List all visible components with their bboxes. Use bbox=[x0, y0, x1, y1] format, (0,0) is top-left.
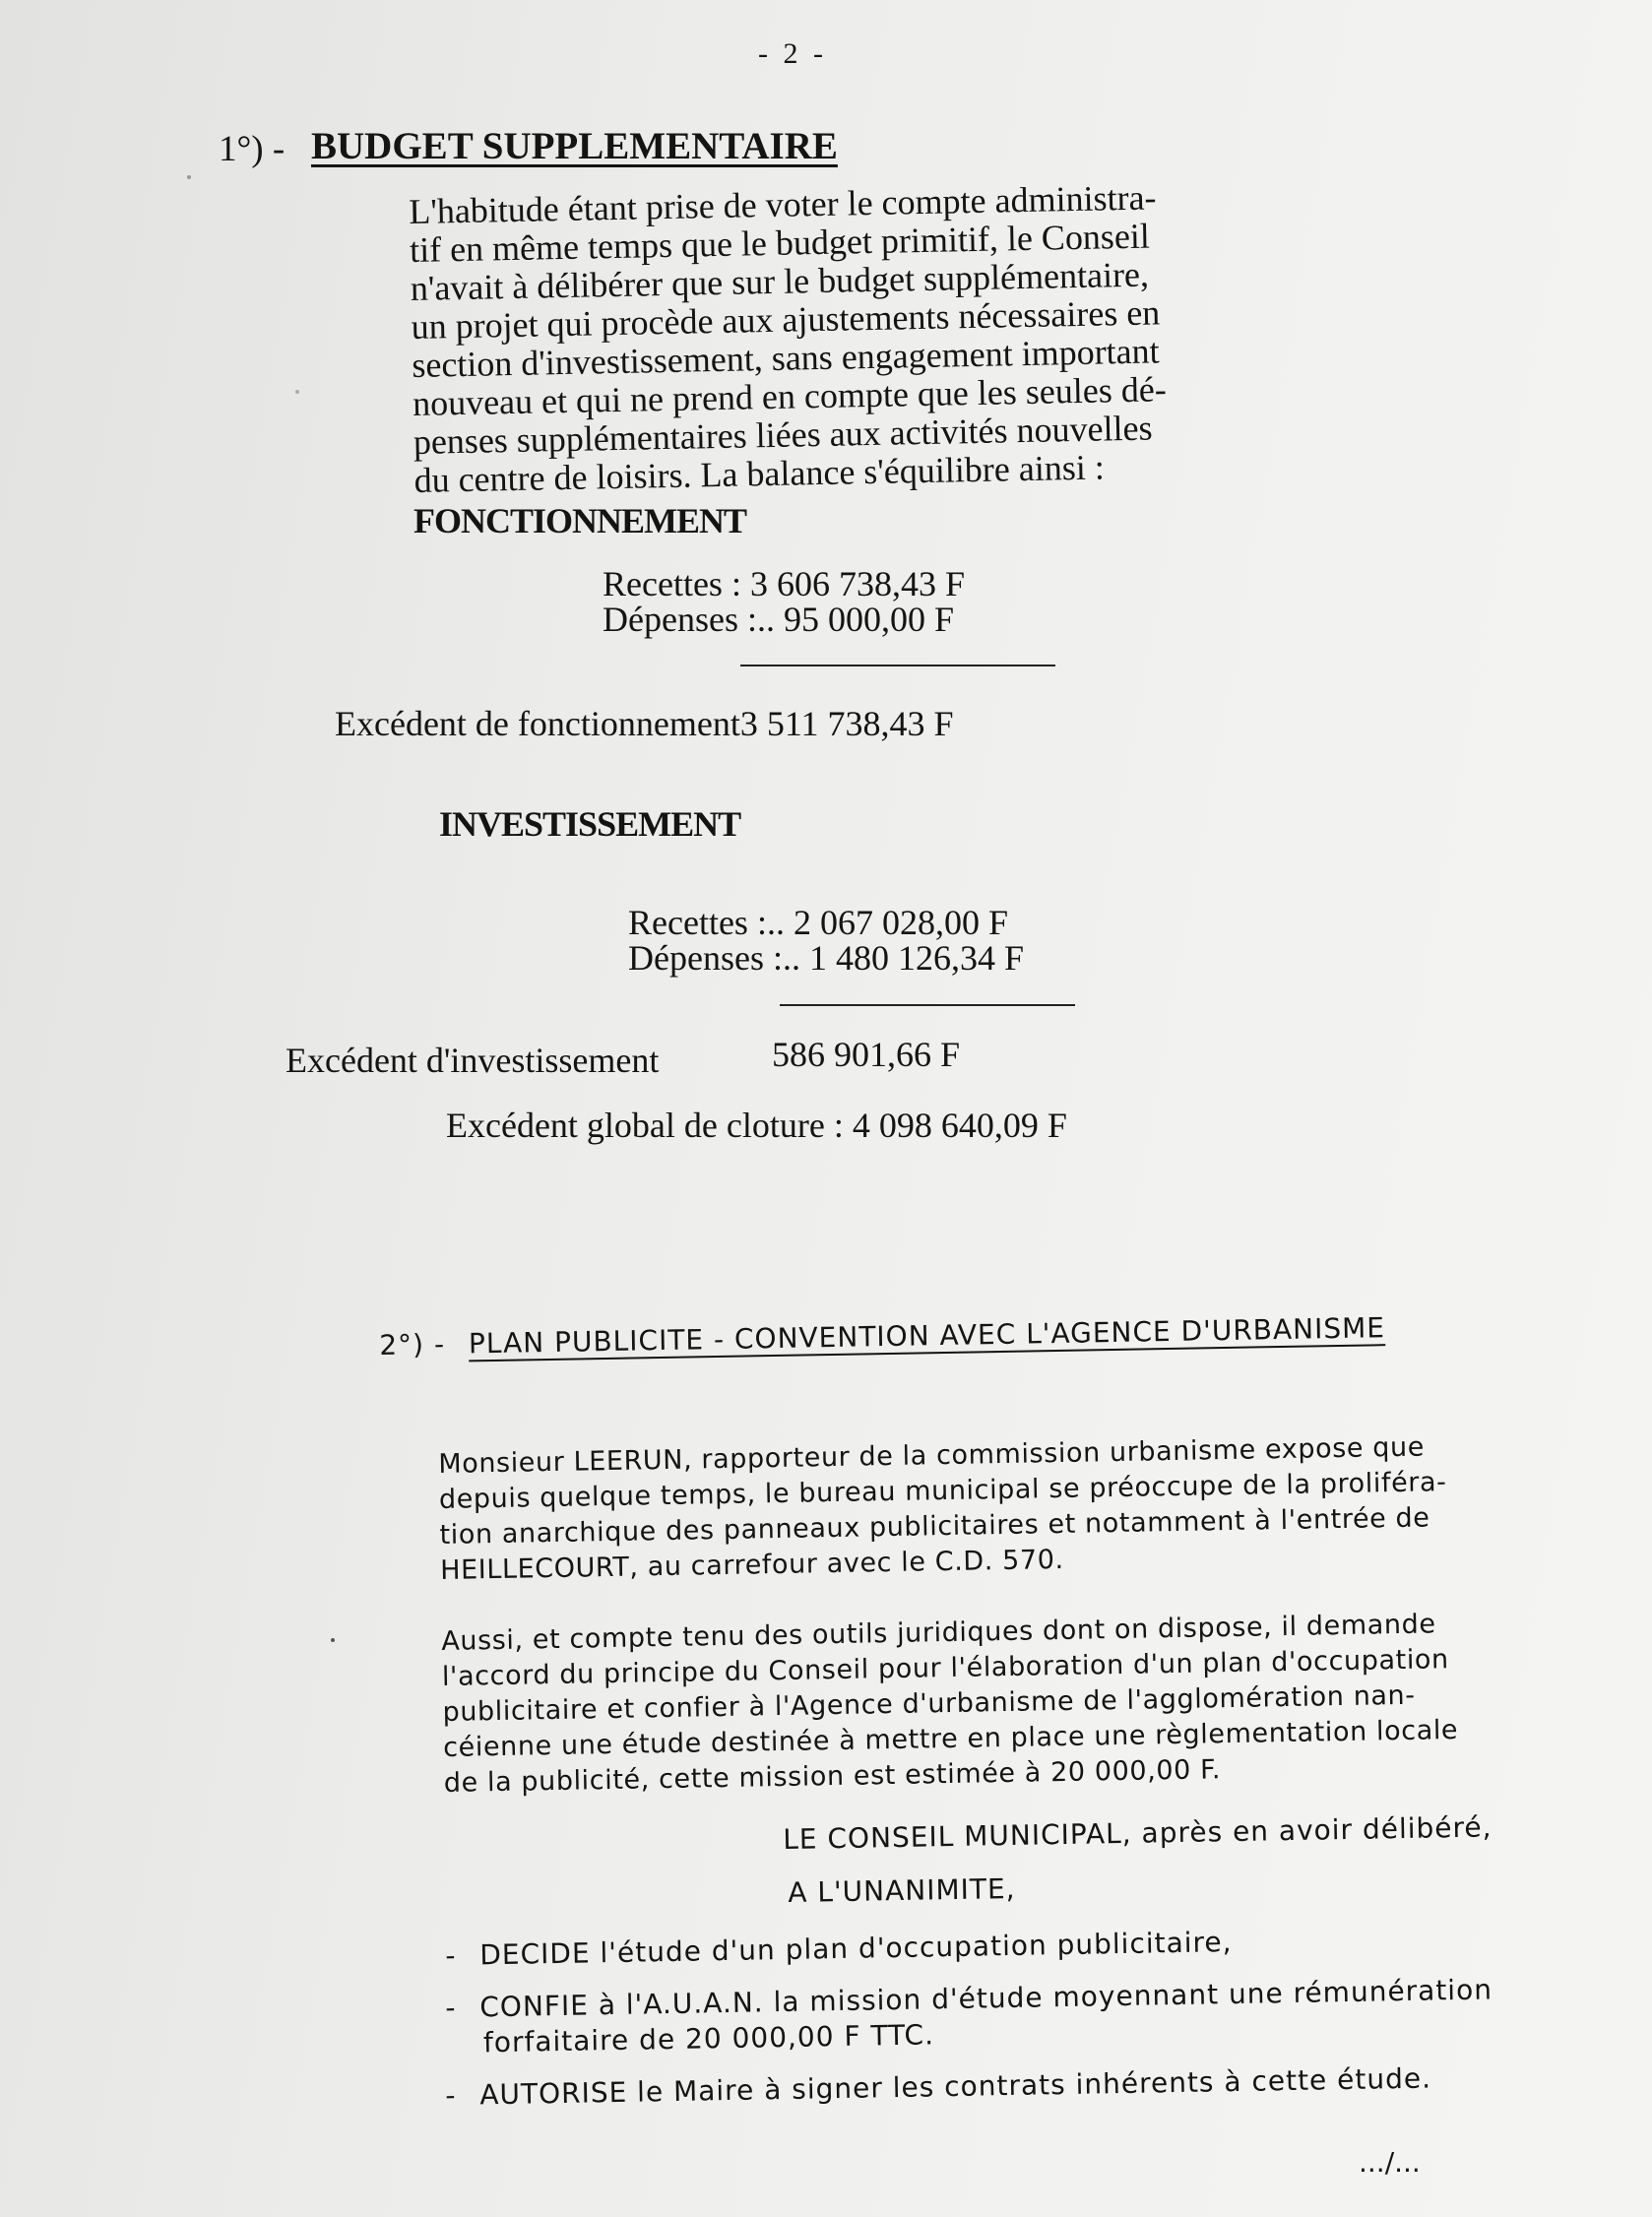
section2-paragraph-2 bbox=[441, 1607, 1459, 1802]
paragraph-line: nouveau et qui ne prend en compte que les seules dé- bbox=[412, 369, 1168, 423]
section2-number: 2°) - bbox=[379, 1327, 446, 1362]
fonctionnement-depenses: Dépenses :.. 95 000,00 F bbox=[603, 600, 954, 639]
paragraph-line: section d'investissement, sans engagement important bbox=[411, 331, 1160, 385]
scan-speck bbox=[187, 175, 191, 179]
decision-text: forfaitaire de 20 000,00 F TTC. bbox=[482, 2018, 935, 2059]
fonctionnement-sum-rule bbox=[740, 665, 1055, 666]
decision-item bbox=[445, 1926, 1233, 1972]
list-dash: - bbox=[445, 1991, 457, 2024]
paragraph-line: penses supplémentaires liées aux activités nouvelles bbox=[413, 408, 1153, 462]
continuation-marker: .../... bbox=[1359, 2146, 1421, 2179]
global-excedent: Excédent global de cloture : 4 098 640,09 F bbox=[446, 1106, 1067, 1145]
decision-item bbox=[445, 1972, 1493, 2061]
decision-text: CONFIE à l'A.U.A.N. la mission d'étude moyennant une rémunération bbox=[479, 1973, 1493, 2024]
investissement-recettes: Recettes :.. 2 067 028,00 F bbox=[628, 903, 1008, 942]
section2-heading bbox=[379, 1311, 1385, 1362]
scan-speck bbox=[331, 1638, 335, 1642]
investissement-heading: INVESTISSEMENT bbox=[439, 804, 741, 844]
section2-paragraph-1 bbox=[438, 1429, 1448, 1589]
investissement-excedent-value: 586 901,66 F bbox=[772, 1035, 961, 1074]
paragraph-line: céienne une étude destinée à mettre en place une règlementation locale bbox=[442, 1714, 1459, 1763]
paragraph-line: depuis quelque temps, le bureau municipal se préoccupe de la proliféra- bbox=[438, 1467, 1447, 1515]
decision-text: DECIDE l'étude d'un plan d'occupation publicitaire, bbox=[479, 1926, 1233, 1972]
decision-text: AUTORISE le Maire à signer les contrats inhérents à cette étude. bbox=[479, 2061, 1432, 2112]
scan-speck bbox=[295, 390, 299, 394]
paragraph-line: HEILLECOURT, au carrefour avec le C.D. 570. bbox=[439, 1544, 1064, 1586]
unanimite-statement: A L'UNANIMITE, bbox=[788, 1871, 1016, 1909]
paragraph-line: L'habitude étant prise de voter le compte administra- bbox=[408, 177, 1157, 231]
section1-number: 1°) - bbox=[219, 129, 286, 169]
list-dash: - bbox=[445, 2078, 457, 2112]
paragraph-line: un projet qui procède aux ajustements nécessaires en bbox=[411, 292, 1161, 347]
section1-title: BUDGET SUPPLEMENTAIRE bbox=[311, 125, 838, 167]
investissement-sum-rule bbox=[780, 1004, 1075, 1006]
paragraph-line: de la publicité, cette mission est estimée à 20 000,00 F. bbox=[443, 1754, 1222, 1799]
fonctionnement-recettes: Recettes : 3 606 738,43 F bbox=[603, 564, 965, 603]
decision-item bbox=[445, 2062, 1431, 2112]
paragraph-line: l'accord du principe du Conseil pour l'élaboration d'un plan d'occupation bbox=[441, 1644, 1450, 1692]
investissement-excedent-label: Excédent d'investissement bbox=[286, 1041, 660, 1080]
fonctionnement-heading: FONCTIONNEMENT bbox=[413, 501, 747, 540]
page-number: - 2 - bbox=[758, 37, 827, 70]
section1-paragraph bbox=[409, 176, 1281, 500]
paragraph-line: n'avait à délibérer que sur le budget supplémentaire, bbox=[410, 254, 1150, 308]
paragraph-line: Aussi, et compte tenu des outils juridiques dont on dispose, il demande bbox=[441, 1609, 1436, 1657]
section2-title: PLAN PUBLICITE - CONVENTION AVEC L'AGENCE D'URBANISME bbox=[468, 1311, 1386, 1361]
investissement-depenses: Dépenses :.. 1 480 126,34 F bbox=[628, 938, 1024, 978]
paragraph-line: tion anarchique des panneaux publicitaires et notamment à l'entrée de bbox=[439, 1502, 1430, 1551]
conseil-statement: LE CONSEIL MUNICIPAL, après en avoir délibéré, bbox=[783, 1810, 1493, 1856]
paragraph-line: publicitaire et confier à l'Agence d'urbanisme de l'agglomération nan- bbox=[442, 1679, 1416, 1728]
list-dash: - bbox=[445, 1938, 457, 1972]
fonctionnement-excedent: Excédent de fonctionnement3 511 738,43 F bbox=[335, 704, 954, 743]
paragraph-line: du centre de loisirs. La balance s'équilibre ainsi : bbox=[413, 447, 1106, 500]
paragraph-line: tif en même temps que le budget primitif, le Conseil bbox=[409, 216, 1151, 270]
paragraph-line: Monsieur LEERUN, rapporteur de la commission urbanisme expose que bbox=[438, 1431, 1426, 1480]
